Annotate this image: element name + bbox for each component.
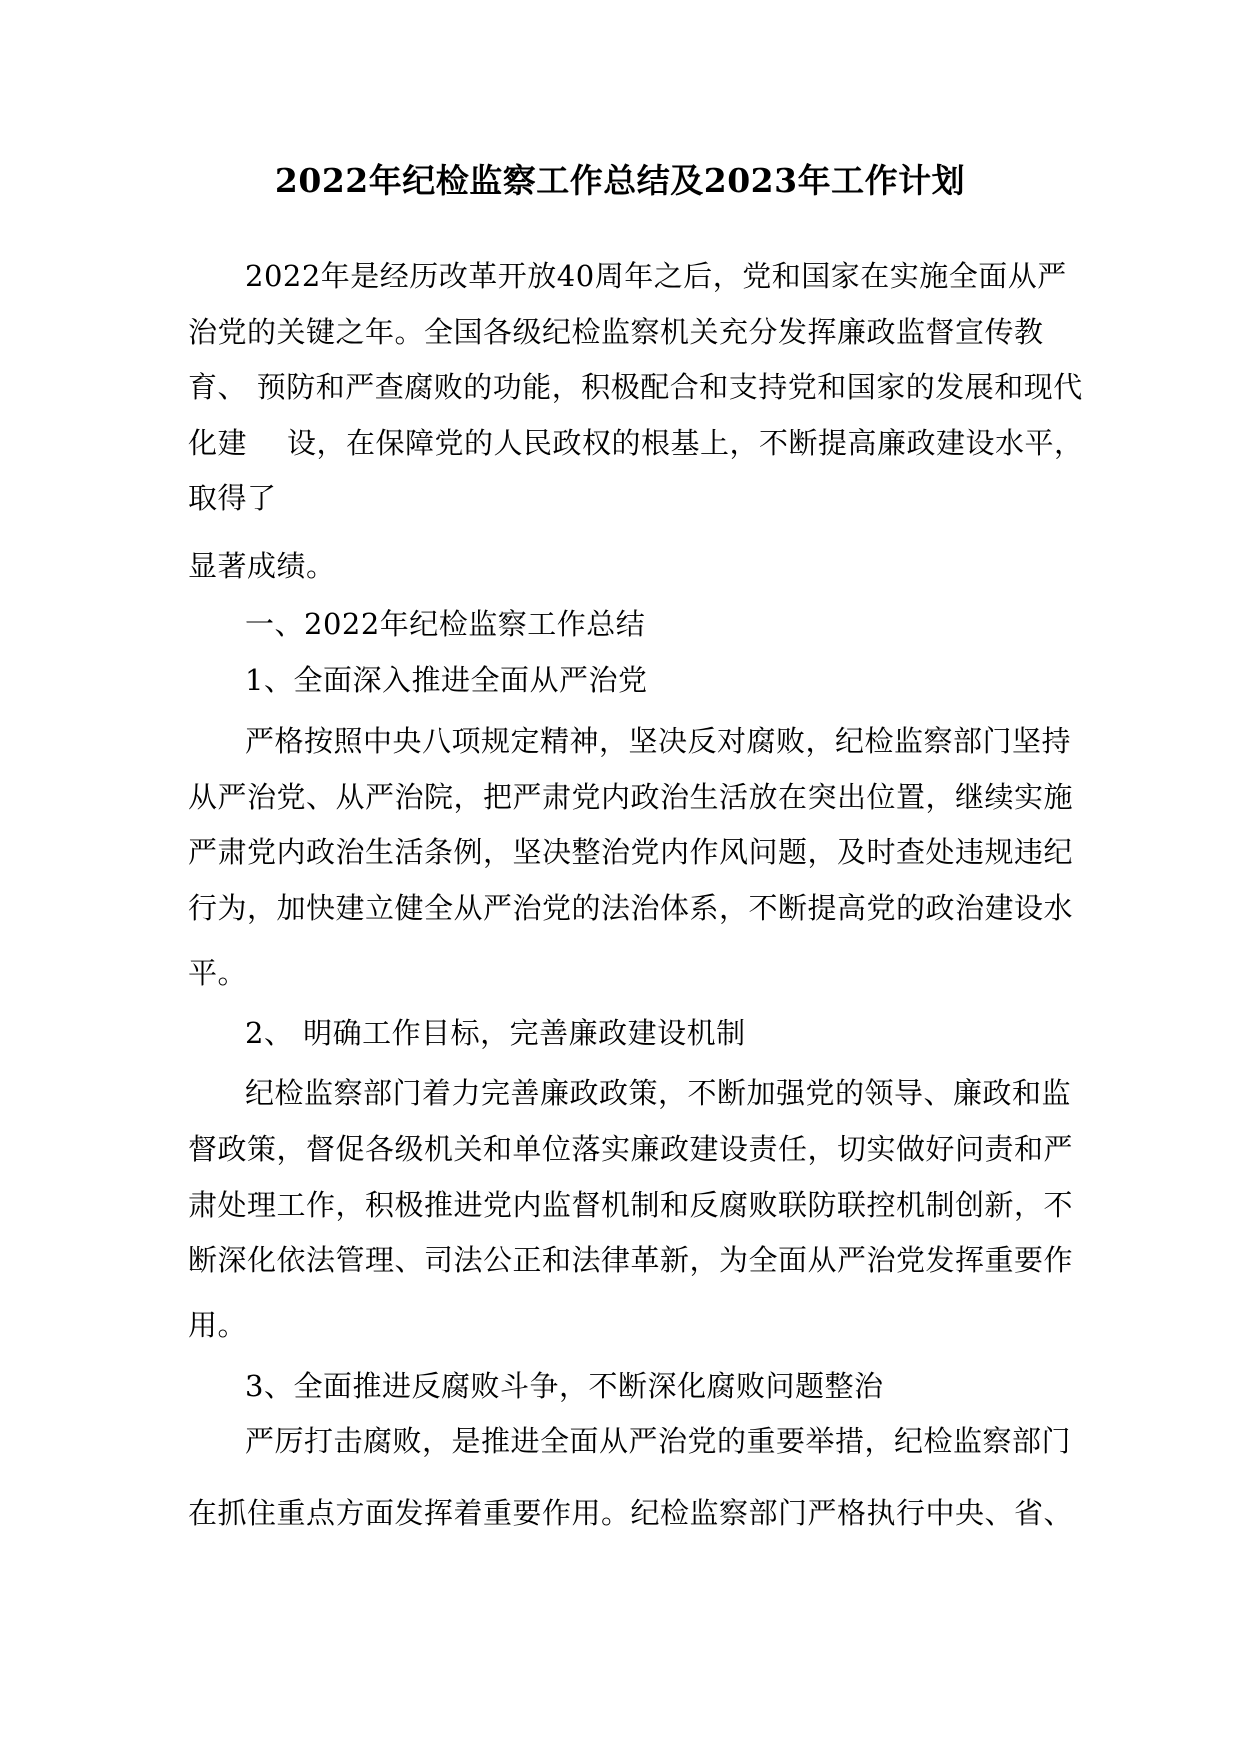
paragraph-line: 取得了 xyxy=(188,481,277,515)
paragraph-line xyxy=(188,423,1084,463)
paragraph-line: 在抓住重点方面发挥着重要作用。纪检监察部门严格执行中央、省、 xyxy=(188,1496,1074,1530)
paragraph-line-part: 化建 xyxy=(188,426,248,460)
section-heading: 一、2022年纪检监察工作总结 xyxy=(245,607,646,641)
paragraph-line: 督政策，督促各级机关和单位落实廉政建设责任，切实做好问责和严 xyxy=(188,1132,1074,1166)
subsection-heading: 2、 明确工作目标，完善廉政建设机制 xyxy=(245,1016,746,1050)
paragraph-line-part: 设，在保障党的人民政权的根基上，不断提高廉政建设水平， xyxy=(287,426,1084,460)
paragraph-line: 治党的关键之年。全国各级纪检监察机关充分发挥廉政监督宣传教 xyxy=(188,315,1044,349)
paragraph-line: 用。 xyxy=(188,1308,248,1342)
paragraph-line: 严厉打击腐败，是推进全面从严治党的重要举措，纪检监察部门 xyxy=(245,1424,1072,1458)
subsection-heading: 3、全面推进反腐败斗争，不断深化腐败问题整治 xyxy=(245,1369,884,1403)
subsection-heading: 1、全面深入推进全面从严治党 xyxy=(245,663,648,697)
paragraph-line: 行为，加快建立健全从严治党的法治体系，不断提高党的政治建设水 xyxy=(188,891,1074,925)
paragraph-line: 严肃党内政治生活条例，坚决整治党内作风问题，及时查处违规违纪 xyxy=(188,835,1074,869)
paragraph-line: 肃处理工作，积极推进党内监督机制和反腐败联防联控机制创新，不 xyxy=(188,1188,1074,1222)
paragraph-line: 显著成绩。 xyxy=(188,549,336,583)
paragraph-line: 断深化依法管理、司法公正和法律革新，为全面从严治党发挥重要作 xyxy=(188,1243,1074,1277)
paragraph-line: 2022年是经历改革开放40周年之后，党和国家在实施全面从严 xyxy=(245,259,1067,293)
paragraph-line: 育、 预防和严查腐败的功能，积极配合和支持党和国家的发展和现代 xyxy=(188,370,1083,404)
paragraph-line: 严格按照中央八项规定精神，坚决反对腐败，纪检监察部门坚持 xyxy=(245,724,1072,758)
paragraph-line: 纪检监察部门着力完善廉政政策，不断加强党的领导、廉政和监 xyxy=(245,1076,1072,1110)
paragraph-line: 平。 xyxy=(188,956,248,990)
document-title: 2022年纪检监察工作总结及2023年工作计划 xyxy=(274,161,966,200)
paragraph-line: 从严治党、从严治院，把严肃党内政治生活放在突出位置，继续实施 xyxy=(188,780,1074,814)
